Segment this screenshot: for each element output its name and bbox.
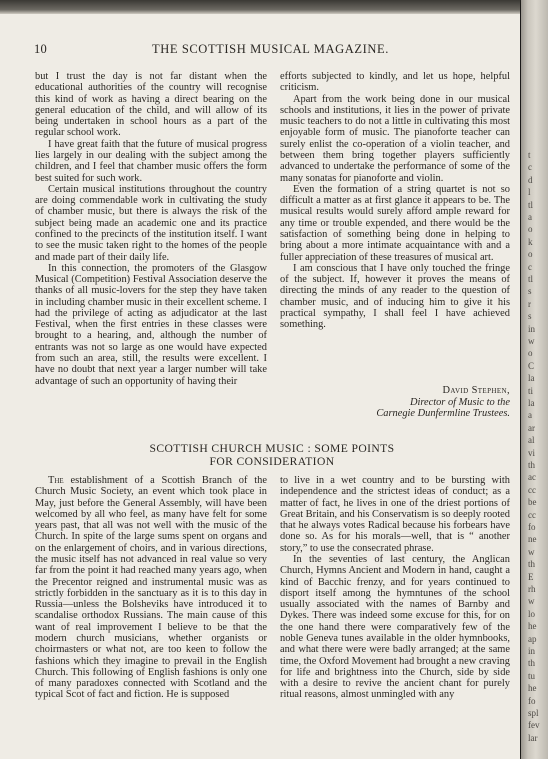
edge-text-fragment: vi xyxy=(528,447,536,458)
paragraph: but I trust the day is not far distant when the educational authorities of the country will recognise this kind of work as having a direct bearing on the general education of the child, and will allow of its being undertaken in school hours as a part of the regular school work. xyxy=(35,71,267,139)
paragraph: In the seventies of last century, the Anglican Church, Hymns Ancient and Modern in hand, caught a kind of Bacchic frenzy, and for years continued to disport itself among the hymntunes of the school usually associated with the names of Barnby and Dykes. There was indeed some excuse for this, for on the one hand there were comparatively few of the noble Geneva tunes available in the older hymnbooks, and what there were were badly arranged; at the same time, the Oxford Movement had brought a new craving for life and brightness into the Church, side by side with a desire to revive the ancient chant for purely ritual reasons, almost unmingled with any xyxy=(280,553,510,701)
edge-text-fragment: d xyxy=(528,174,533,185)
edge-text-fragment: tu xyxy=(528,670,536,681)
column-2 xyxy=(280,71,510,330)
column-3 xyxy=(35,475,267,701)
edge-text-fragment: in xyxy=(528,323,536,334)
edge-text-fragment: r xyxy=(528,298,531,309)
edge-text-fragment: he xyxy=(528,683,537,694)
edge-text-fragment: s xyxy=(528,286,532,297)
edge-text-fragment: w xyxy=(528,596,535,607)
adjacent-page-edge xyxy=(521,0,548,759)
paragraph: Even the formation of a string quartet is not so difficult a matter as at first glance it appears to be. The musical results would surely afford ample reward for any time or trouble expended, and there would be the satisfaction of something being done in helping to bring about a more intimate acquaintance with and a fuller appreciation of these treasures of musical art. xyxy=(280,183,510,263)
edge-text-fragment: C xyxy=(528,360,535,371)
top-dark-band xyxy=(0,0,520,14)
section-heading-line1: SCOTTISH CHURCH MUSIC : SOME POINTS xyxy=(149,442,395,455)
edge-text-fragment: la xyxy=(528,373,535,384)
paragraph xyxy=(35,475,267,701)
paragraph: In this connection, the promoters of the Glasgow Musical (Competition) Festival Association deserve the thanks of all music-lovers for the step they have taken in including chamber music in their excellent scheme. I had the privilege of acting as adjudicator at the last Festival, when the first entries in these classes were brought to a hearing, and, although the number of entrants was not so large as one would have expected from such an area, still, the results were excellent. I have no doubt that next year a larger number will take advantage of such an opportunity of having their xyxy=(35,262,267,387)
edge-text-fragment: th xyxy=(528,460,536,470)
edge-text-fragment: fev xyxy=(528,720,540,731)
edge-text-fragment: s xyxy=(528,311,532,322)
author-name: David Stephen, xyxy=(442,385,510,396)
edge-text-fragment: o xyxy=(528,224,533,235)
paragraph: I am conscious that I have only touched the fringe of the subject. If, however it proves the means of directing the minds of any reader to the question of chamber music, and of inducing him to give it his practical sympathy, I shall feel I have achieved something. xyxy=(280,262,510,331)
edge-text-fragment: k xyxy=(528,236,533,247)
edge-text-fragment: c xyxy=(528,162,532,173)
section-heading xyxy=(36,443,508,468)
edge-text-fragment: al xyxy=(528,435,535,446)
edge-text-fragment: o xyxy=(528,249,533,260)
paragraph: to live in a wet country and to be bursting with independence and the strictest ideas of conduct; as a matter of fact, he lives in one of the driest portions of Great Britain, and his Conservatism is so deeply rooted that he always votes Radical because his forbears have done so. As for his morals—well, that is “ another story,” to use the consecrated phrase. xyxy=(280,475,510,554)
author-title-line1: Director of Music to the xyxy=(409,396,510,408)
author-title-line2: Carnegie Dunfermline Trustees. xyxy=(376,408,510,419)
paragraph: I have great faith that the future of musical progress lies largely in our dealing with the subject among the children, and I feel that chamber music offers the form best suited for such work. xyxy=(35,138,267,184)
edge-text-fragment: th xyxy=(528,559,536,570)
paragraph: Apart from the work being done in our musical schools and institutions, it lies in the power of private music teachers to do not a little in cultivating this most enjoyable form of music. The pianoforte teacher can surely enlist the co-operation of a violin teacher, and between them bring together players sufficiently advanced to undertake the performance of some of the many sonatas for pianoforte and violin. xyxy=(280,93,510,184)
edge-text-fragment: a xyxy=(528,410,532,421)
edge-text-fragment: E xyxy=(528,571,534,582)
edge-text-fragment: ar xyxy=(528,422,535,433)
edge-text-fragment: cc xyxy=(528,484,536,495)
edge-text-fragment: lo xyxy=(528,608,536,619)
paragraph-text: establishment of a Scottish Branch of the Church Music Society, an event which took place in May, just before the General Assembly, will have been welcomed by all who feel, as many have felt for some years past, that all was not well with the music of the Church. In spite of the large sums spent on organs and on the enlargement of choirs, and in various directions, the music itself has not advanced in real value so very far from the point it had reached many years ago, when the Precentor reigned and instrumental music was as strictly forbidden in the sanctuary as it is to this day in Russia—unless the Bolsheviks have introduced it to scandalise orthodox Russians. The main cause of this want of real improvement I believe to be that the modern church musicians, whether organists or choirmasters or what not, are too keen to follow the fashions which they imagine to prevail in the English Church. This following of English fashions is only one of many paradoxes connected with Scotland and the typical Scot of fact and fiction. He is supposed xyxy=(35,475,267,701)
edge-text-fragment: w xyxy=(528,546,535,557)
paragraph: Certain musical institutions throughout the country are doing commendable work in cultivating the study of chamber music, but there is always the risk of the subject being made an academic one and its practice confined to the precincts of the institution itself. I want to see the music taken right to the homes of the people and made part of their daily life. xyxy=(35,183,267,263)
edge-text-fragment: la xyxy=(528,398,535,408)
edge-text-fragment: he xyxy=(528,621,537,632)
edge-text-fragment: ne xyxy=(528,534,537,545)
edge-text-fragment: cc xyxy=(528,509,536,520)
edge-text-fragment: o xyxy=(528,348,533,359)
edge-text-fragment: lar xyxy=(528,732,538,743)
paragraph: efforts subjected to kindly, and let us hope, helpful criticism. xyxy=(280,71,510,94)
edge-text-fragment: th xyxy=(528,658,536,669)
running-header xyxy=(34,42,504,58)
edge-text-fragment: ti xyxy=(528,385,534,396)
opening-word: The xyxy=(48,475,64,486)
edge-text-fragment: ac xyxy=(528,472,536,483)
column-4 xyxy=(280,475,510,701)
journal-title: THE SCOTTISH MUSICAL MAGAZINE. xyxy=(152,42,389,56)
edge-text-fragment: spl xyxy=(528,708,539,718)
edge-text-fragment: fo xyxy=(528,695,536,706)
edge-text-fragment: c xyxy=(528,261,532,272)
section-heading-line2: FOR CONSIDERATION xyxy=(209,454,335,468)
page-number: 10 xyxy=(34,42,48,56)
edge-text-fragment: tl xyxy=(528,274,534,284)
edge-text-fragment: a xyxy=(528,212,532,222)
author-signature xyxy=(300,385,510,420)
column-1 xyxy=(35,71,267,387)
edge-text-fragment: tl xyxy=(528,199,534,210)
edge-text-fragment: l xyxy=(528,187,531,198)
edge-text-fragment: fo xyxy=(528,522,536,532)
edge-text-fragment: rh xyxy=(528,584,536,594)
edge-text-fragment: be xyxy=(528,497,537,508)
edge-text-fragment: w xyxy=(528,336,535,346)
edge-text-fragment: in xyxy=(528,646,536,656)
edge-text-fragment: t xyxy=(528,150,531,160)
edge-text-fragment: ap xyxy=(528,633,537,644)
